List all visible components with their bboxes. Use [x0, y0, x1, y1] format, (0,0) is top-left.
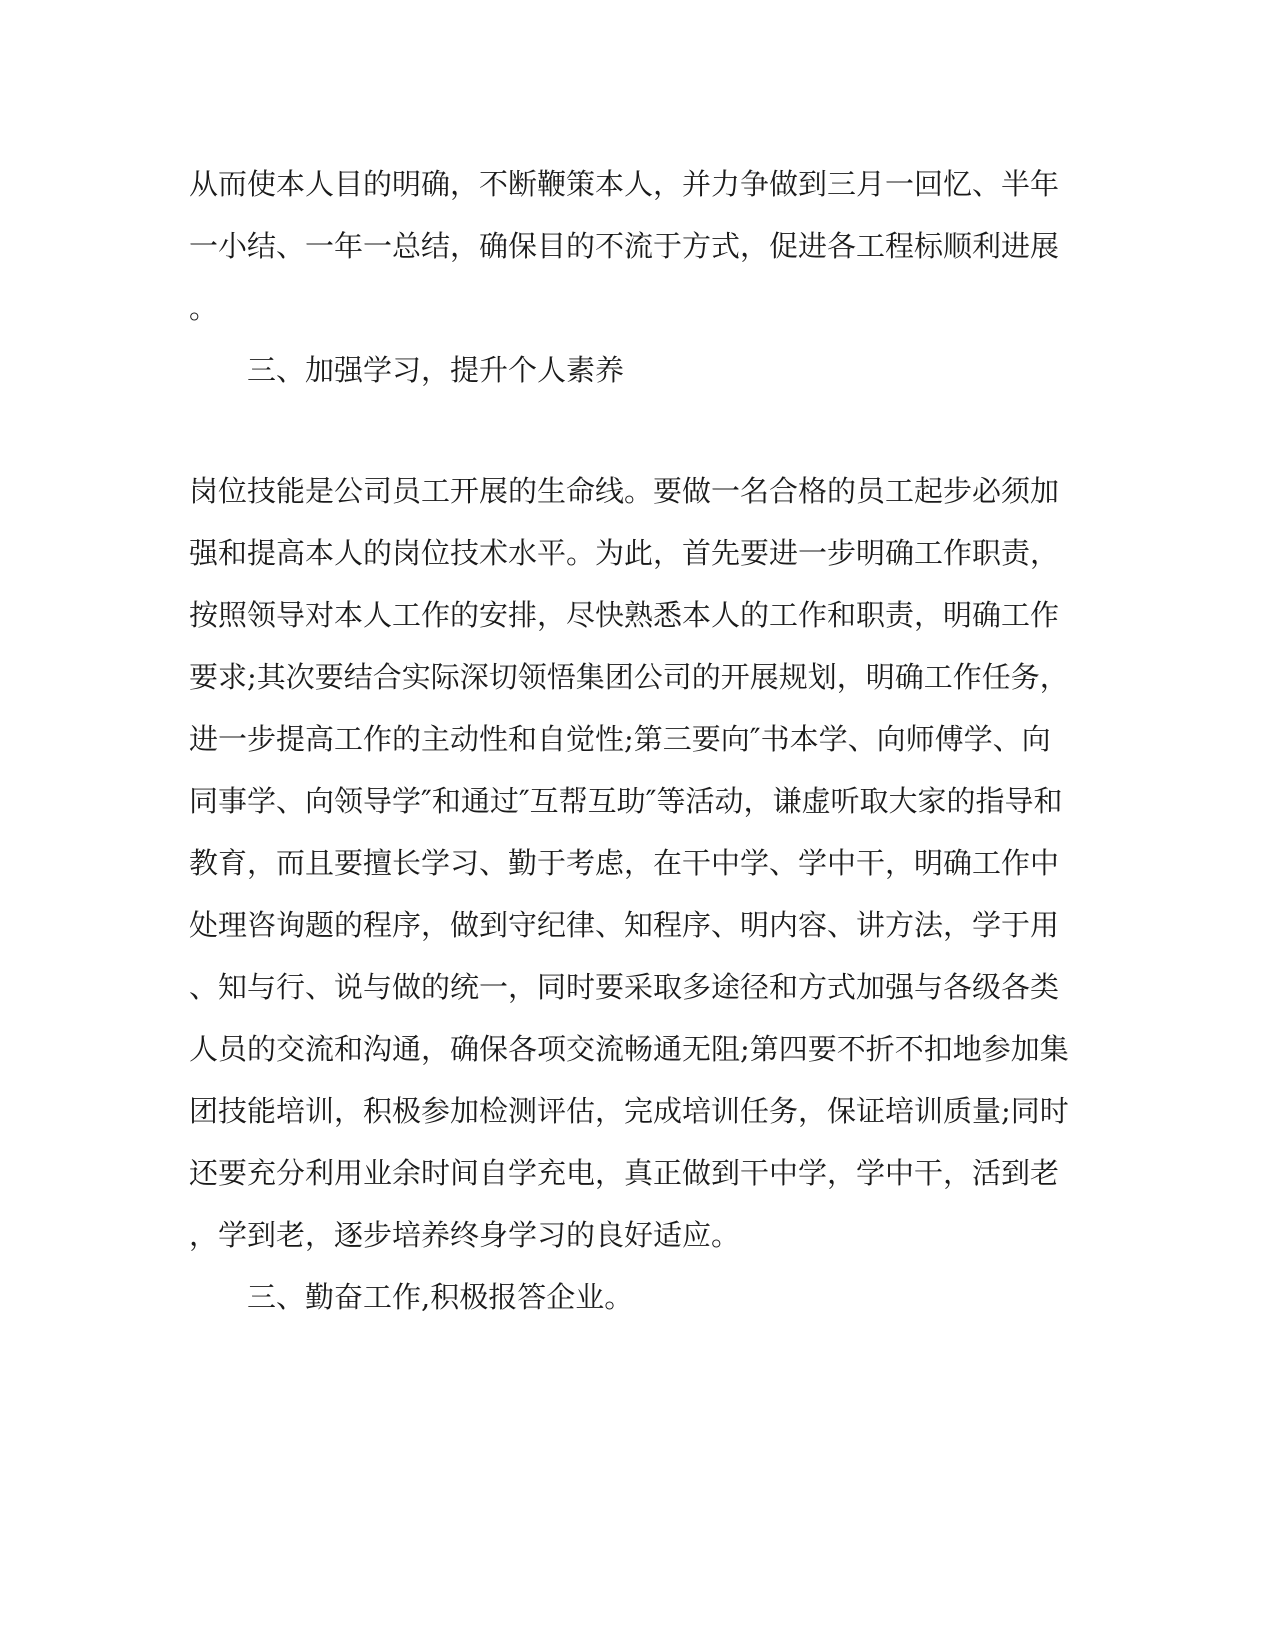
paragraph-line: 还要充分利用业余时间自学充电，真正做到干中学，学中干，活到老 [189, 1156, 1060, 1190]
paragraph-line: 进一步提高工作的主动性和自觉性;第三要向″书本学、向师傅学、向 [189, 722, 1051, 756]
paragraph-line: ，学到老，逐步培养终身学习的良好适应。 [189, 1218, 741, 1252]
paragraph-line: 强和提高本人的岗位技术水平。为此，首先要进一步明确工作职责， [189, 536, 1060, 570]
paragraph-line: 。 [189, 291, 219, 325]
section-heading: 三、勤奋工作,积极报答企业。 [247, 1280, 634, 1314]
section-heading: 三、加强学习，提升个人素养 [247, 353, 625, 387]
paragraph-line: 要求;其次要结合实际深切领悟集团公司的开展规划，明确工作任务， [189, 660, 1069, 694]
paragraph-line: 从而使本人目的明确，不断鞭策本人，并力争做到三月一回忆、半年 [189, 167, 1060, 201]
paragraph-line: 、知与行、说与做的统一，同时要采取多途径和方式加强与各级各类 [189, 970, 1060, 1004]
paragraph-line: 人员的交流和沟通，确保各项交流畅通无阻;第四要不折不扣地参加集 [189, 1032, 1069, 1066]
paragraph-line: 同事学、向领导学″和通过″互帮互助″等活动，谦虚听取大家的指导和 [189, 784, 1063, 818]
paragraph-line: 处理咨询题的程序，做到守纪律、知程序、明内容、讲方法，学于用 [189, 908, 1060, 942]
paragraph-line: 团技能培训，积极参加检测评估，完成培训任务，保证培训质量;同时 [189, 1094, 1069, 1128]
paragraph-line: 按照领导对本人工作的安排，尽快熟悉本人的工作和职责，明确工作 [189, 598, 1060, 632]
paragraph-line: 教育，而且要擅长学习、勤于考虑，在干中学、学中干，明确工作中 [189, 846, 1060, 880]
paragraph-line: 一小结、一年一总结，确保目的不流于方式，促进各工程标顺利进展 [189, 229, 1060, 263]
paragraph-line: 岗位技能是公司员工开展的生命线。要做一名合格的员工起步必须加 [189, 474, 1060, 508]
